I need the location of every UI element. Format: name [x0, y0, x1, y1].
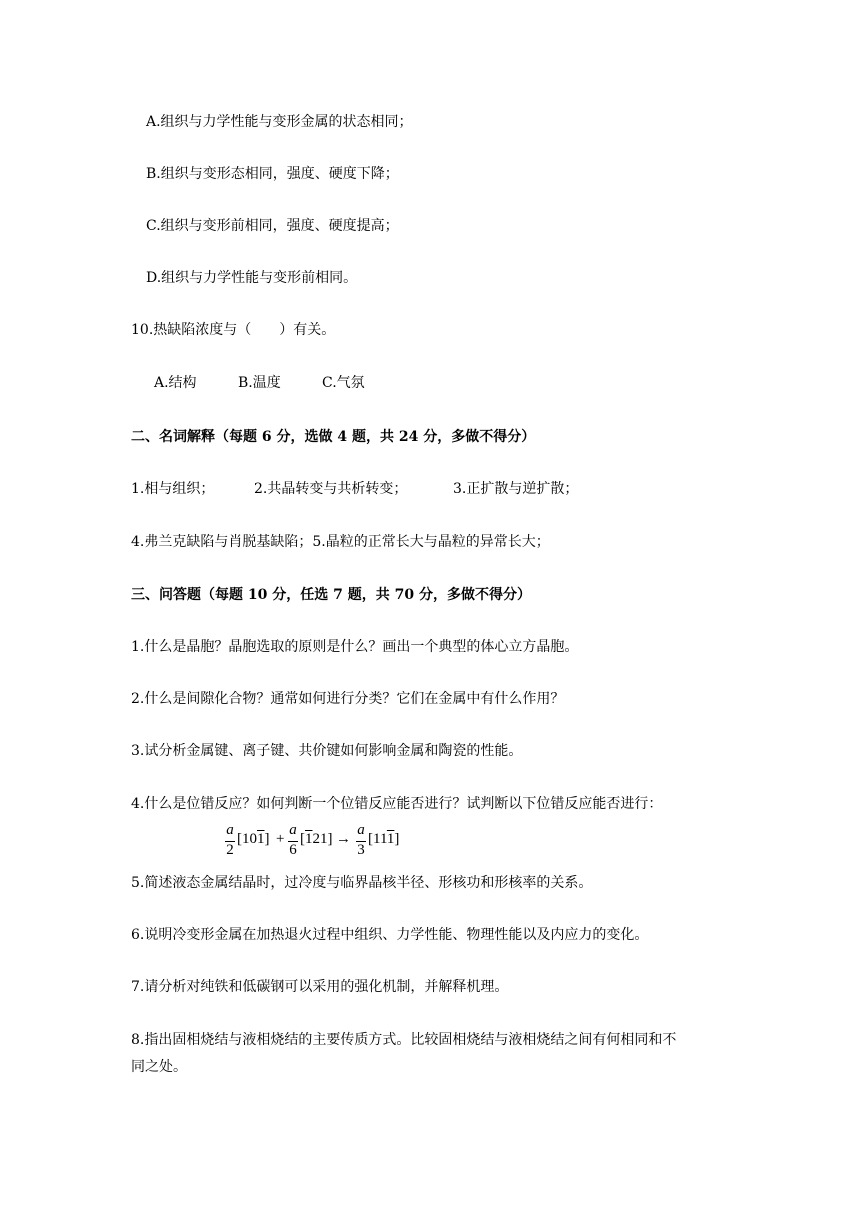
question-3-3: 3.试分析金属键、离子键、共价键如何影响金属和陶瓷的性能。 [131, 743, 523, 759]
numerator: a [357, 822, 365, 838]
question-3-6: 6.说明冷变形金属在加热退火过程中组织、力学性能、物理性能以及内应力的变化。 [131, 927, 649, 943]
option-c: C.组织与变形前相同，强度、硬度提高； [146, 218, 399, 234]
question-3-4: 4.什么是位错反应？如何判断一个位错反应能否进行？试判断以下位错反应能否进行： [131, 796, 663, 812]
term-1: 1.相与组织； [131, 481, 215, 497]
option-b: B.组织与变形态相同，强度、硬度下降； [146, 166, 399, 182]
option-a: A.组织与力学性能与变形金属的状态相同； [146, 114, 413, 130]
option-d: D.组织与力学性能与变形前相同。 [146, 270, 358, 286]
direction-1: [101] [237, 831, 270, 847]
question-3-8-line2: 同之处。 [131, 1059, 187, 1075]
term-2: 2.共晶转变与共析转变； [254, 481, 408, 497]
plus-sign: + [276, 831, 285, 847]
terms-4-5: 4.弗兰克缺陷与肖脱基缺陷；5.晶粒的正常长大与晶粒的异常长大； [131, 534, 550, 550]
denominator: 6 [289, 842, 297, 858]
question-3-7: 7.请分析对纯铁和低碳钢可以采用的强化机制，并解释机理。 [131, 979, 509, 995]
denominator: 3 [357, 842, 365, 858]
q10-option-b: B.温度 [238, 375, 281, 391]
question-3-2: 2.什么是间隙化合物？通常如何进行分类？它们在金属中有什么作用？ [131, 691, 565, 707]
question-10: 10.热缺陷浓度与（ ）有关。 [131, 322, 336, 338]
numerator: a [289, 822, 297, 838]
direction-3: [111] [368, 831, 400, 847]
numerator: a [226, 822, 234, 838]
section-3-heading: 三、问答题（每题 10 分，任选 7 题，共 70 分，多做不得分） [131, 587, 531, 603]
question-3-1: 1.什么是晶胞？晶胞选取的原则是什么？画出一个典型的体心立方晶胞。 [131, 639, 579, 655]
section-2-heading: 二、名词解释（每题 6 分，选做 4 题，共 24 分，多做不得分） [131, 429, 536, 445]
q10-option-a: A.结构 [154, 375, 197, 391]
arrow-icon: → [336, 831, 351, 847]
term-3: 3.正扩散与逆扩散； [453, 481, 579, 497]
q10-option-c: C.气氛 [322, 375, 365, 391]
direction-2: [121] [300, 831, 333, 847]
denominator: 2 [226, 842, 234, 858]
question-3-5: 5.简述液态金属结晶时，过冷度与临界晶核半径、形核功和形核率的关系。 [131, 875, 593, 891]
question-3-8-line1: 8.指出固相烧结与液相烧结的主要传质方式。比较固相烧结与液相烧结之间有何相同和不 [131, 1032, 677, 1048]
